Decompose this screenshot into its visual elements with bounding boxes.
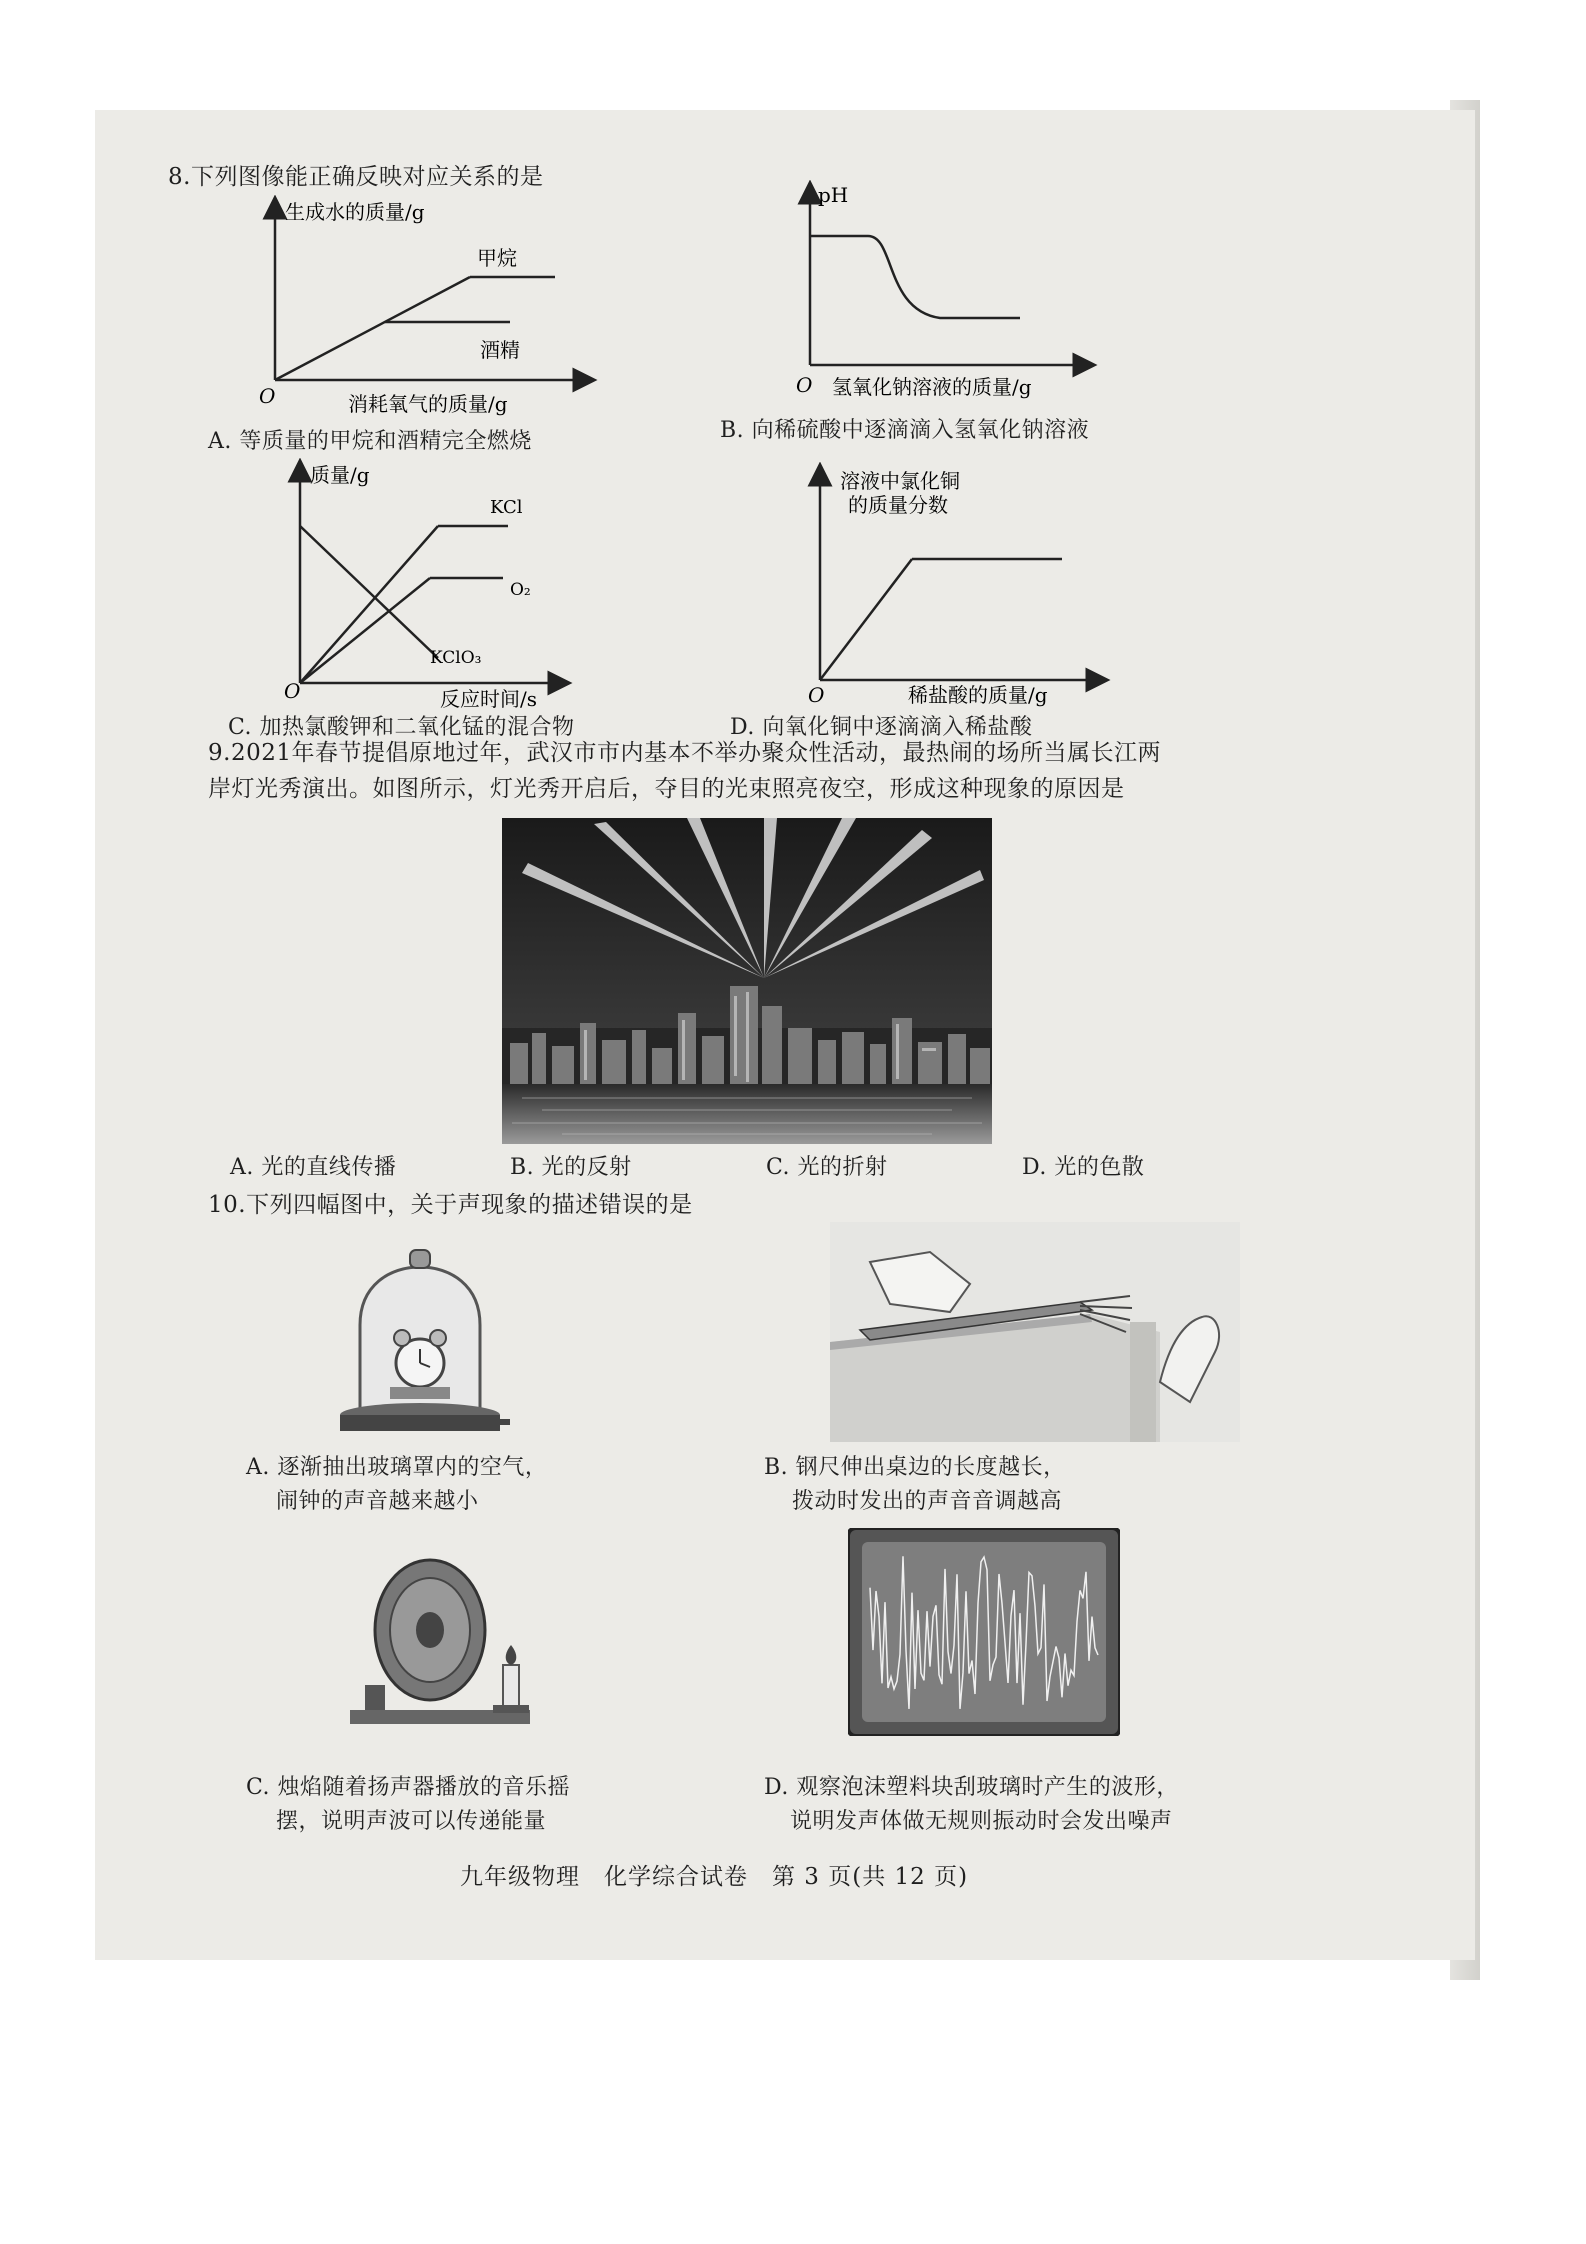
oscilloscope-waveform-image (848, 1528, 1120, 1736)
q8d-caption: D. 向氧化铜中逐滴滴入稀盐酸 (730, 715, 1033, 740)
q8a-origin: O (259, 384, 276, 408)
kcl-line (300, 526, 438, 683)
ph-curve (810, 236, 1020, 318)
q8c-caption: C. 加热氯酸钾和二氧化锰的混合物 (228, 715, 575, 740)
kclo3-line (300, 526, 438, 658)
methane-line (275, 277, 470, 380)
q10c-caption-line1: C. 烛焰随着扬声器播放的音乐摇 (246, 1775, 571, 1800)
q8c-line3-label: KClO₃ (430, 648, 482, 668)
q9-option-a: A. 光的直线传播 (230, 1155, 397, 1180)
q9-option-d: D. 光的色散 (1022, 1155, 1145, 1180)
q8b-origin: O (796, 373, 813, 397)
q8-graph-a (255, 195, 655, 425)
q8a-caption: A. 等质量的甲烷和酒精完全燃烧 (208, 429, 532, 454)
q9-option-c: C. 光的折射 (766, 1155, 888, 1180)
q8-stem: 8.下列图像能正确反映对应关系的是 (168, 164, 544, 190)
q8d-ylabel-1: 溶液中氯化铜 (840, 469, 960, 493)
q9-stem-line2: 岸灯光秀演出。如图所示，灯光秀开启后，夺目的光束照亮夜空，形成这种现象的原因是 (208, 776, 1125, 802)
q10a-caption-line1: A. 逐渐抽出玻璃罩内的空气， (246, 1455, 548, 1480)
q8b-xlabel: 氢氧化钠溶液的质量/g (832, 375, 1032, 399)
bell-jar-alarm-clock-image (330, 1245, 510, 1445)
q8c-ylabel: 质量/g (310, 463, 370, 487)
q8b-caption: B. 向稀硫酸中逐滴滴入氢氧化钠溶液 (720, 418, 1090, 443)
light-show-photo (502, 818, 992, 1144)
speaker-candle-image (345, 1545, 565, 1735)
q10c-caption-line2: 摆，说明声波可以传递能量 (276, 1809, 547, 1834)
q10b-caption-line1: B. 钢尺伸出桌边的长度越长， (764, 1455, 1066, 1480)
q8c-xlabel: 反应时间/s (440, 687, 538, 711)
q8d-origin: O (808, 683, 825, 707)
q8d-xlabel: 稀盐酸的质量/g (908, 683, 1048, 707)
q8c-line1-label: KCl (490, 497, 523, 518)
q8d-ylabel-2: 的质量分数 (848, 493, 948, 517)
q8a-ylabel: 生成水的质量/g (285, 200, 425, 224)
q10d-caption-line2: 说明发声体做无规则振动时会发出噪声 (790, 1809, 1173, 1834)
q9-option-b: B. 光的反射 (510, 1155, 632, 1180)
q9-stem-line1: 9.2021年春节提倡原地过年，武汉市市内基本不举办聚众性活动，最热闹的场所当属长江两 (208, 740, 1161, 766)
q8a-line2-label: 酒精 (480, 338, 520, 362)
candle-icon (503, 1665, 519, 1711)
q10a-caption-line2: 闹钟的声音越来越小 (276, 1489, 479, 1514)
q8-graph-c (278, 458, 598, 713)
q10d-caption-line1: D. 观察泡沫塑料块刮玻璃时产生的波形， (764, 1775, 1179, 1800)
q8-graph-d (800, 462, 1160, 712)
light-show-illustration (502, 818, 992, 1144)
cucl2-line (820, 559, 912, 680)
q8b-ylabel: pH (818, 183, 849, 207)
q8c-origin: O (284, 679, 301, 703)
q8-graph-b (790, 180, 1150, 410)
q8c-line2-label: O₂ (510, 580, 531, 600)
q8a-xlabel: 消耗氧气的质量/g (348, 392, 508, 416)
q10b-caption-line2: 拨动时发出的声音音调越高 (792, 1489, 1063, 1514)
q10-stem: 10.下列四幅图中，关于声现象的描述错误的是 (208, 1192, 693, 1218)
page-footer: 九年级物理 化学综合试卷 第 3 页(共 12 页) (460, 1864, 969, 1890)
steel-ruler-image (830, 1222, 1240, 1442)
q8a-line1-label: 甲烷 (477, 246, 517, 270)
